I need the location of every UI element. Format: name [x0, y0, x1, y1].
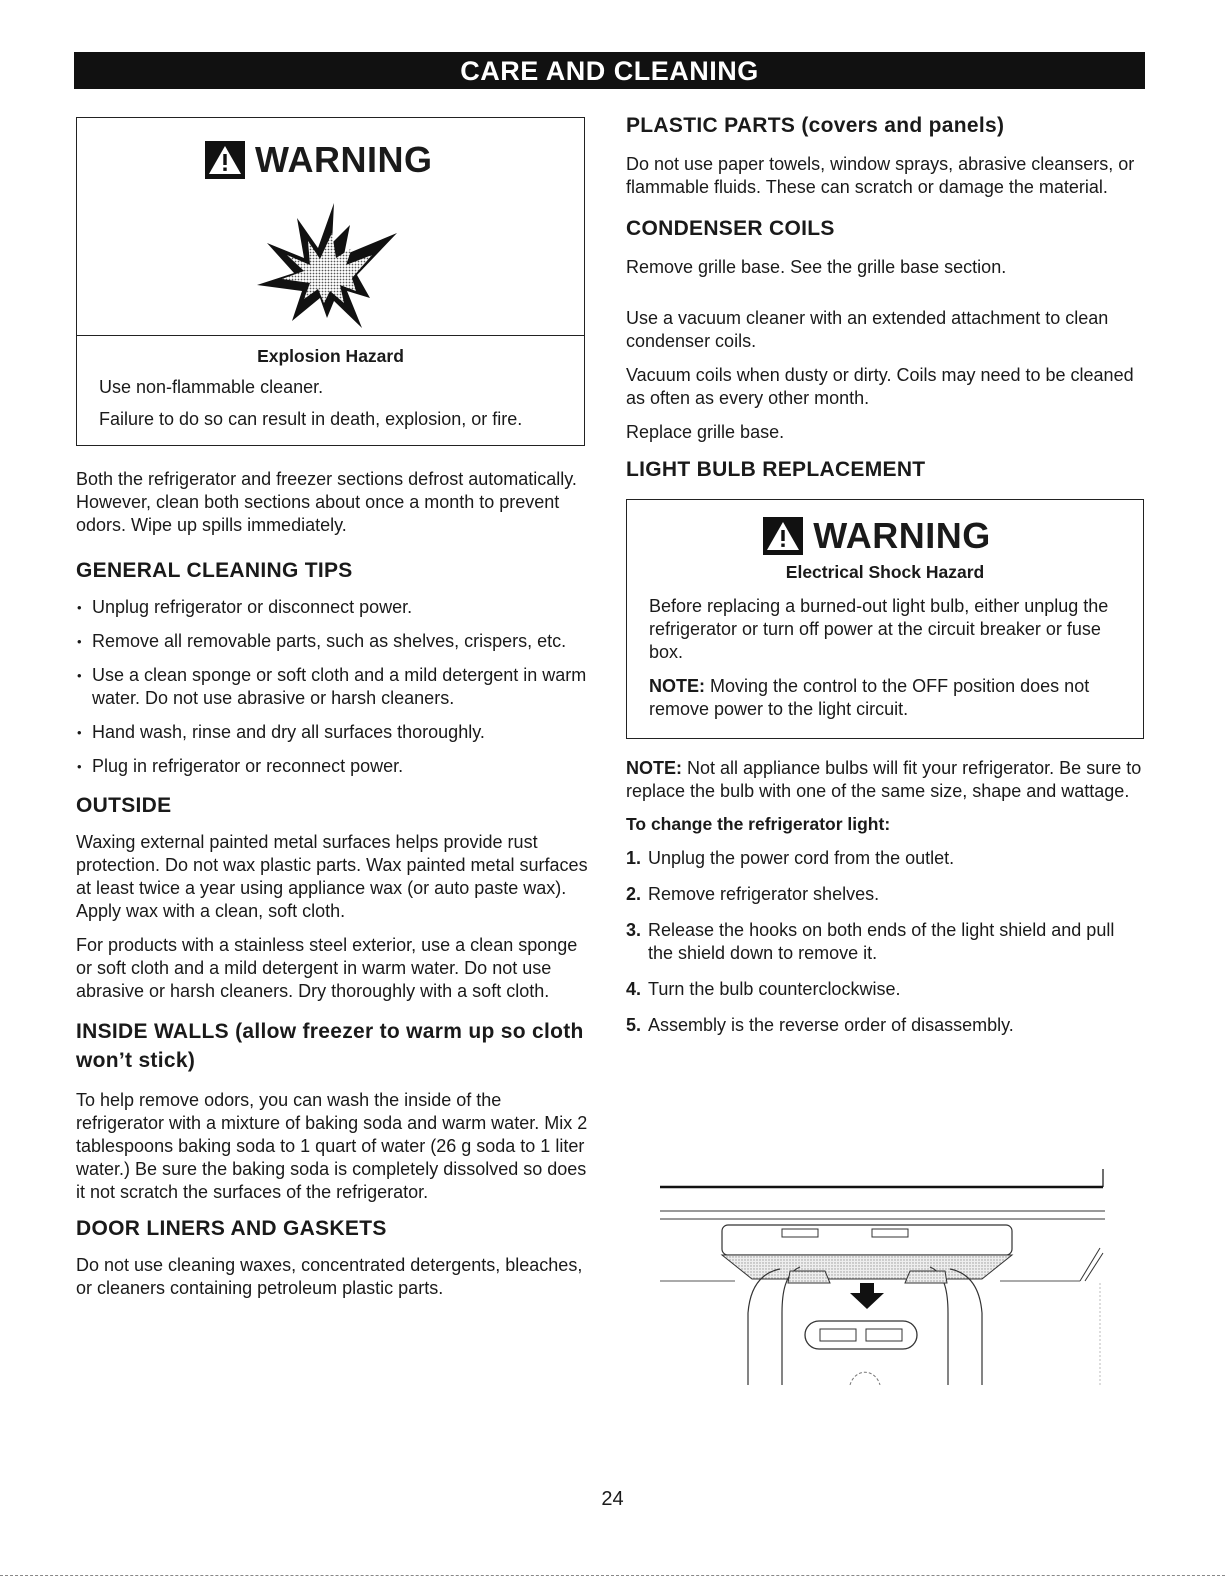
step-text: Unplug the power cord from the outlet. — [648, 848, 955, 868]
step-text: Remove refrigerator shelves. — [648, 884, 880, 904]
left-column — [76, 117, 588, 1311]
list-item — [626, 978, 1144, 1001]
paragraph: Use a vacuum cleaner with an extended attachment to clean condenser coils. — [626, 308, 1109, 351]
list-item: • Unplug refrigerator or disconnect power. — [76, 596, 588, 619]
list-item: • Use a clean sponge or soft cloth and a mild detergent in warm water. Do not use abrasive or harsh cleaners. — [76, 664, 588, 710]
warning-title — [205, 140, 433, 180]
section-heading: PLASTIC PARTS (covers and panels) — [626, 114, 1005, 137]
list-item — [626, 1014, 1144, 1037]
door-liners-section — [76, 1215, 588, 1300]
paragraph: Vacuum coils when dusty or dirty. Coils may need to be cleaned as often as every other month. — [626, 365, 1134, 408]
step-text: Assembly is the reverse order of disassembly. — [648, 1015, 1014, 1035]
steps-title: To change the refrigerator light: — [626, 814, 891, 834]
inside-walls-section — [76, 1017, 588, 1204]
list-item: • Plug in refrigerator or reconnect power. — [76, 755, 588, 778]
list-item: • Remove all removable parts, such as shelves, crispers, etc. — [76, 630, 588, 653]
outside-section — [76, 792, 588, 1003]
section-heading: INSIDE WALLS (allow freezer to warm up so cloth won’t stick) — [76, 1020, 584, 1072]
warning-line: Use non-flammable cleaner. — [99, 377, 324, 397]
warning-label: WARNING — [255, 139, 433, 180]
step-number: 1. — [626, 848, 642, 868]
section-heading: DOOR LINERS AND GASKETS — [76, 1217, 387, 1240]
light-bulb-section — [626, 456, 1144, 1037]
paragraph: Waxing external painted metal surfaces helps provide rust protection. Do not wax plastic parts. Wax painted metal surfaces at least twice a year using appliance wax (or auto paste wax). Apply wax with a clean, soft cloth. — [76, 832, 588, 921]
bullet-list — [76, 596, 588, 778]
step-number: 3. — [626, 920, 642, 940]
note-label: NOTE: — [649, 676, 705, 696]
right-column — [626, 112, 1144, 1050]
intro-paragraph: Both the refrigerator and freezer sections defrost automatically. However, clean both sections about once a month to prevent odors. Wipe up spills immediately. — [76, 469, 577, 535]
paragraph: For products with a stainless steel exterior, use a clean sponge or soft cloth and a mild detergent in warm water. Do not use abrasive or harsh cleaners. Dry thoroughly with a soft cloth. — [76, 935, 578, 1001]
list-item — [626, 919, 1144, 965]
section-heading: CONDENSER COILS — [626, 217, 835, 240]
paragraph: Before replacing a burned-out light bulb, either unplug the refrigerator or turn off power at the circuit breaker or fuse box. — [649, 596, 1109, 662]
paragraph: Remove grille base. See the grille base section. — [626, 257, 1007, 277]
page-number: 24 — [601, 1488, 624, 1510]
hazard-title: Explosion Hazard — [257, 346, 404, 366]
section-heading: GENERAL CLEANING TIPS — [76, 559, 353, 582]
paragraph: Do not use paper towels, window sprays, abrasive cleansers, or flammable fluids. These can scratch or damage the material. — [626, 154, 1135, 197]
general-cleaning-section — [76, 557, 588, 778]
note-text: Moving the control to the OFF position does not remove power to the light circuit. — [649, 676, 1090, 719]
step-text: Turn the bulb counterclockwise. — [648, 979, 901, 999]
note-label: NOTE: — [626, 758, 682, 778]
page-bottom-rule — [0, 1575, 1225, 1576]
list-item — [626, 847, 1144, 870]
section-heading: LIGHT BULB REPLACEMENT — [626, 458, 926, 481]
step-number: 5. — [626, 1015, 642, 1035]
hazard-title: Electrical Shock Hazard — [785, 562, 985, 582]
warning-label: WARNING — [813, 515, 991, 556]
steps-list — [626, 847, 1144, 1037]
warning-triangle-icon — [763, 517, 803, 555]
warning-triangle-icon — [205, 141, 245, 179]
step-text: Release the hooks on both ends of the light shield and pull the shield down to remove it. — [648, 920, 1115, 963]
list-item — [626, 883, 1144, 906]
light-shield-illustration — [660, 1163, 1105, 1385]
warning-line: Failure to do so can result in death, explosion, or fire. — [99, 409, 523, 429]
note-paragraph — [626, 757, 1144, 803]
list-item: • Hand wash, rinse and dry all surfaces thoroughly. — [76, 721, 588, 744]
explosion-icon — [252, 203, 402, 328]
note-text: Not all appliance bulbs will fit your refrigerator. Be sure to replace the bulb with one of the same size, shape and wattage. — [626, 758, 1142, 801]
paragraph: To help remove odors, you can wash the inside of the refrigerator with a mixture of baking soda and warm water. Mix 2 tablespoons baking soda to 1 quart of water (26 g soda to 1 liter water.) Be sure the baking soda is completely dissolved so does it not scratch the surfaces of the refrigerator. — [76, 1090, 588, 1202]
bulb-instructions — [626, 757, 1144, 1037]
shock-warning-box — [626, 499, 1144, 739]
section-heading: OUTSIDE — [76, 794, 172, 817]
warning-body — [77, 336, 584, 445]
warning-header — [77, 118, 584, 336]
page-header: CARE AND CLEANING — [74, 52, 1145, 89]
step-number: 2. — [626, 884, 642, 904]
note-paragraph — [649, 675, 1121, 721]
step-number: 4. — [626, 979, 642, 999]
plastic-parts-section — [626, 112, 1144, 199]
condenser-coils-section — [626, 215, 1144, 444]
paragraph: Replace grille base. — [626, 422, 785, 442]
paragraph: Do not use cleaning waxes, concentrated detergents, bleaches, or cleaners containing petroleum plastic parts. — [76, 1255, 583, 1298]
warning-title — [633, 516, 1121, 556]
explosion-warning-box — [76, 117, 585, 446]
